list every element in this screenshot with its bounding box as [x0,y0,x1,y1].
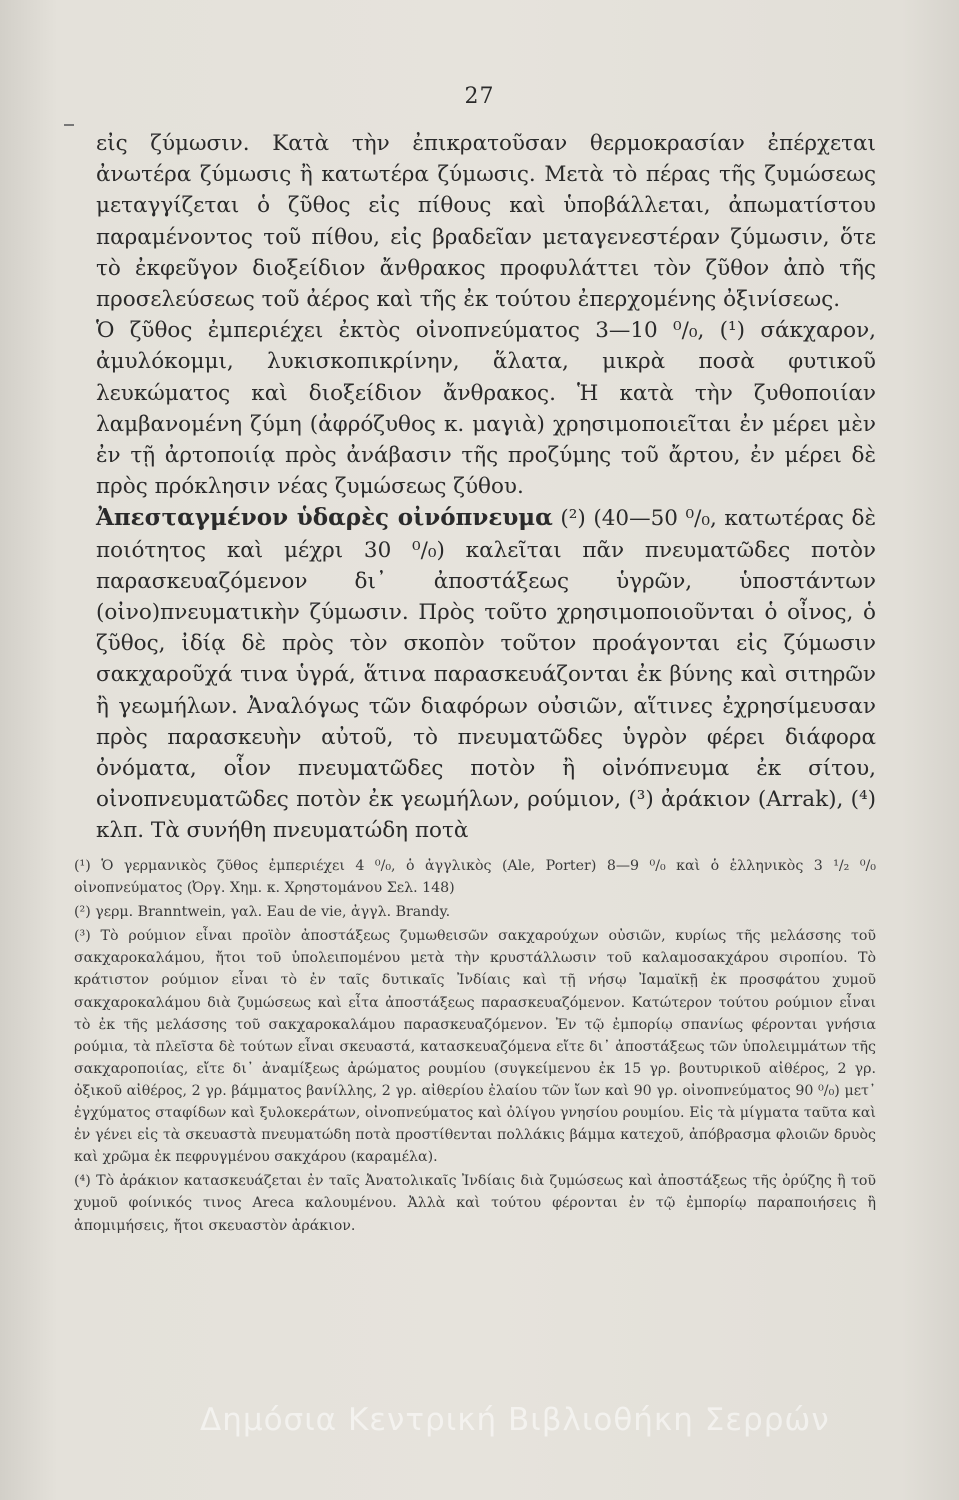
paragraph-distilled-text: (²) (40—50 ⁰/₀, κατωτέρας δὲ ποιότητος καὶ μέχρι 30 ⁰/₀) καλεῖται πᾶν πνευματῶδες ποτὸν παρασκευαζόμενον δι᾽ ἀποστάξεως ὑγρῶν, ὑποστάντων (οἰνο)πνευματικὴν ζύμωσιν. Πρὸς τοῦτο χρησιμοποιοῦνται ὁ οἶνος, ὁ ζῦθος, ἰδίᾳ δὲ πρὸς τὸν σκοπὸν τοῦτον προάγονται εἰς ζύμωσιν σακχαροῦχά τινα ὑγρά, ἅτινα παρασκευάζονται ἐκ βύνης καὶ σιτηρῶν ἢ γεωμήλων. Ἀναλόγως τῶν διαφόρων οὐσιῶν, αἵτινες ἐχρησίμευσαν πρὸς παρασκευὴν αὐτοῦ, τὸ πνευματῶδες ὑγρὸν φέρει διάφορα ὀνόματα, οἷον πνευματῶδες ποτὸν ἢ οἰνόπνευμα ἐκ σίτου, οἰνοπνευματῶδες ποτὸν ἐκ γεωμήλων, ρούμιον, (³) ἀράκιον (Arrak), (⁴) κλπ. Τὰ συνήθη πνευματώδη ποτὰ [96,506,877,844]
footnote-2: (²) γερμ. Branntwein, γαλ. Eau de vie, ἀγγλ. Brandy. [74,904,451,921]
paragraph-beer-content: Ὁ ζῦθος ἐμπεριέχει ἐκτὸς οἰνοπνεύματος 3—10 ⁰/₀, (¹) σάκχαρον, ἀμυλόκομμι, λυκισκοπικρίνην, ἅλατα, μικρὰ ποσὰ φυτικοῦ λευκώματος καὶ διοξείδιον ἄνθρακος. Ἡ κατὰ τὴν ζυθοποιίαν λαμβανομένη ζύμη (ἀφρόζυθος κ. μαγιὰ) χρησιμοποιεῖται ἐν μέρει μὲν ἐν τῇ ἀρτοποιίᾳ πρὸς ἀνάβασιν τῆς προζύμης τοῦ ἄρτου, ἐν μέρει δὲ πρὸς πρόκλησιν νέας ζυμώσεως ζύθου. [96,318,876,500]
section-heading: Ἀπεσταγμένον ὑδαρὲς οἰνόπνευμα [96,504,553,532]
footnotes [74,855,876,1239]
margin-mark [64,124,74,126]
footnote-1: (¹) Ὁ γερμανικὸς ζῦθος ἐμπεριέχει 4 ⁰/₀, ὁ ἀγγλικὸς (Ale, Porter) 8—9 ⁰/₀ καὶ ὁ ἑλληνικὸς 3 ¹/₂ ⁰/₀ οἰνοπνεύματος (Ὀργ. Χημ. κ. Χρηστομάνου Σελ. 148) [74,858,876,897]
main-body [96,128,876,847]
page-number: 27 [464,84,495,109]
paragraph-fermentation: εἰς ζύμωσιν. Κατὰ τὴν ἐπικρατοῦσαν θερμοκρασίαν ἐπέρχεται ἀνωτέρα ζύμωσις ἢ κατωτέρα ζύμωσις. Μετὰ τὸ πέρας τῆς ζυμώσεως μεταγγίζεται ὁ ζῦθος εἰς πίθους καὶ ὑποβάλλεται, ἀπωματίστου παραμένοντος τοῦ πίθου, εἰς βραδεῖαν μεταγενεστέραν ζύμωσιν, ὅτε τὸ ἐκφεῦγον διοξείδιον ἄνθρακος προφυλάττει τὸν ζῦθον ἀπὸ τῆς προσελεύσεως τοῦ ἀέρος καὶ τῆς ἐκ τούτου ἐπερχομένης ὀξινίσεως. [96,131,876,313]
library-watermark: Δημόσια Κεντρική Βιβλιοθήκη Σερρών [200,1402,830,1438]
footnote-3: (³) Τὸ ρούμιον εἶναι προϊὸν ἀποστάξεως ζυμωθεισῶν σακχαρούχων οὐσιῶν, κυρίως τῆς μελάσσης τοῦ σακχαροκαλάμου, ἤτοι τοῦ ὑπολειπομένου μετὰ τὴν κρυστάλλωσιν τοῦ καλαμοσακχάρου σιροπίου. Τὸ κράτιστον ρούμιον εἶναι τὸ ἐν ταῖς δυτικαῖς Ἰνδίαις καὶ τῇ νήσῳ Ἰαμαϊκῇ ἐκ προσφάτου χυμοῦ σακχαροκαλάμου διὰ ζυμώσεως καὶ εἶτα ἀποστάξεως παρασκευαζόμενον. Κατώτερον τούτου ρούμιον εἶναι τὸ ἐκ τῆς μελάσσης τοῦ σακχαροκαλάμου παρασκευαζόμενον. Ἐν τῷ ἐμπορίῳ σπανίως φέρονται γνήσια ρούμια, τὰ πλεῖστα δὲ τούτων εἶναι σκευαστά, κατασκευαζόμενα εἴτε δι᾽ ἀποστάξεως τῶν ὑπολειμμάτων τῆς σακχαροποιίας, εἴτε δι᾽ ἀναμίξεως ἀρώματος ρουμίου (συγκείμενου ἐκ 15 γρ. βουτυρικοῦ αἰθέρος, 2 γρ. ὀξικοῦ αἰθέρος, 2 γρ. βάμματος βανίλλης, 2 γρ. αἰθερίου ἐλαίου τῶν ἴων καὶ 90 γρ. οἰνοπνεύματος 90 ⁰/₀) μετ᾽ ἐγχύματος σταφίδων καὶ ξυλοκεράτων, οἰνοπνεύματος καὶ ὀλίγου γνησίου ρουμίου. Εἰς τὰ μίγματα ταῦτα καὶ ἐν γένει εἰς τὰ σκευαστὰ πνευματώδη ποτὰ προστίθενται πολλάκις βάμμα κατεχοῦ, ἀπόβρασμα φλοιῶν δρυὸς καὶ χρῶμα ἐκ πεφρυγμένου σακχάρου (καραμέλα). [74,928,876,1166]
footnote-4: (⁴) Τὸ ἀράκιον κατασκευάζεται ἐν ταῖς Ἀνατολικαῖς Ἰνδίαις διὰ ζυμώσεως καὶ ἀποστάξεως τῆς ὀρύζης ἢ τοῦ χυμοῦ φοίνικός τινος Areca καλουμένου. Ἀλλὰ καὶ τούτου φέρονται ἐν τῷ ἐμπορίῳ παραποιήσεις ἢ ἀπομιμήσεις, ἤτοι σκευαστὸν ἀράκιον. [74,1173,876,1234]
paragraph-distilled-spirit [96,502,876,846]
